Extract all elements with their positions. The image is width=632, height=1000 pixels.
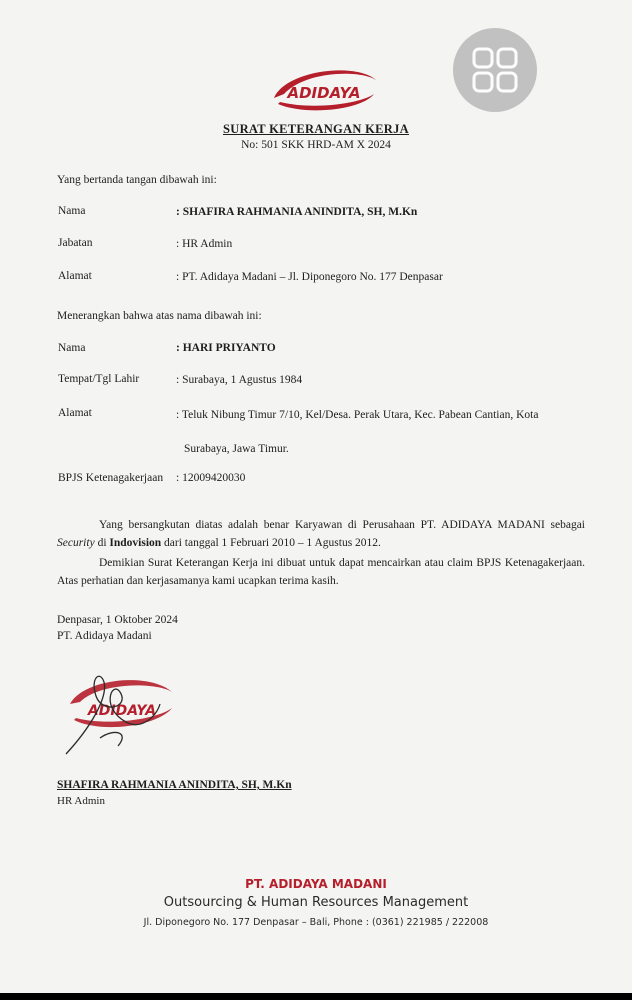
signer-position-value: : HR Admin <box>176 238 233 250</box>
signer-name-value: : SHAFIRA RAHMANIA ANINDITA, SH, M.Kn <box>176 206 418 218</box>
employee-name-label: Nama <box>58 342 86 354</box>
body-paragraph-1-text: Yang bersangkutan diatas adalah benar Karyawan di Perusahaan PT. ADIDAYA MADANI sebagai <box>99 519 585 531</box>
employee-bpjs-label: BPJS Ketenagakerjaan <box>58 472 164 484</box>
signer-position-label: Jabatan <box>58 237 93 249</box>
signer-name-label: Nama <box>58 205 86 217</box>
employee-birth-value: : Surabaya, 1 Agustus 1984 <box>176 374 303 386</box>
employee-address-label: Alamat <box>58 407 92 419</box>
footer-address: Jl. Diponegoro No. 177 Denpasar – Bali, Phone : (0361) 221985 / 222008 <box>143 917 489 928</box>
adidaya-logo <box>266 64 382 116</box>
employer-company: Indovision <box>109 537 162 549</box>
footer-company: PT. ADIDAYA MADANI <box>245 877 387 891</box>
body-paragraph-2: Demikian Surat Keterangan Kerja ini dibuat untuk dapat mencairkan atau claim BPJS Ketenagakerjaan. Atas perhatian dan kerjasamanya kami ucapkan terima kasih. <box>57 557 585 587</box>
stamp-text: ADIDAYA <box>87 703 157 719</box>
employee-birth-label: Tempat/Tgl Lahir <box>58 373 140 385</box>
signature-role: HR Admin <box>57 795 105 807</box>
signer-address-value: : PT. Adidaya Madani – Jl. Diponegoro No. 177 Denpasar <box>176 271 443 283</box>
document-number: No: 501 SKK HRD-AM X 2024 <box>241 139 391 151</box>
signer-address-label: Alamat <box>58 270 92 282</box>
employee-address-line1: : Teluk Nibung Timur 7/10, Kel/Desa. Perak Utara, Kec. Pabean Cantian, Kota <box>176 409 539 421</box>
signature-name: SHAFIRA RAHMANIA ANINDITA, SH, M.Kn <box>57 779 292 791</box>
body-paragraph-1-connector: di <box>94 537 110 549</box>
grid-icon <box>470 45 520 95</box>
footer-tagline: Outsourcing & Human Resources Management <box>163 895 469 910</box>
bottom-bar <box>0 993 632 1000</box>
intro2-text: Menerangkan bahwa atas nama dibawah ini: <box>57 310 262 322</box>
employee-role: Security <box>57 537 95 549</box>
employee-address-line2: Surabaya, Jawa Timur. <box>184 443 289 455</box>
employee-name-value: : HARI PRIYANTO <box>176 342 276 354</box>
place-date: Denpasar, 1 Oktober 2024 <box>57 614 178 626</box>
closing-company: PT. Adidaya Madani <box>57 630 152 642</box>
intro-text: Yang bertanda tangan dibawah ini: <box>57 174 217 186</box>
logo-text: ADIDAYA <box>287 84 361 102</box>
body-paragraph-1-dates: dari tanggal 1 Februari 2010 – 1 Agustus 2012. <box>161 537 381 549</box>
employee-bpjs-value: : 12009420030 <box>176 472 246 484</box>
document-title: SURAT KETERANGAN KERJA <box>222 122 410 136</box>
company-stamp <box>60 668 180 760</box>
grid-menu-button[interactable] <box>453 28 537 112</box>
body-paragraph-1 <box>57 516 585 552</box>
